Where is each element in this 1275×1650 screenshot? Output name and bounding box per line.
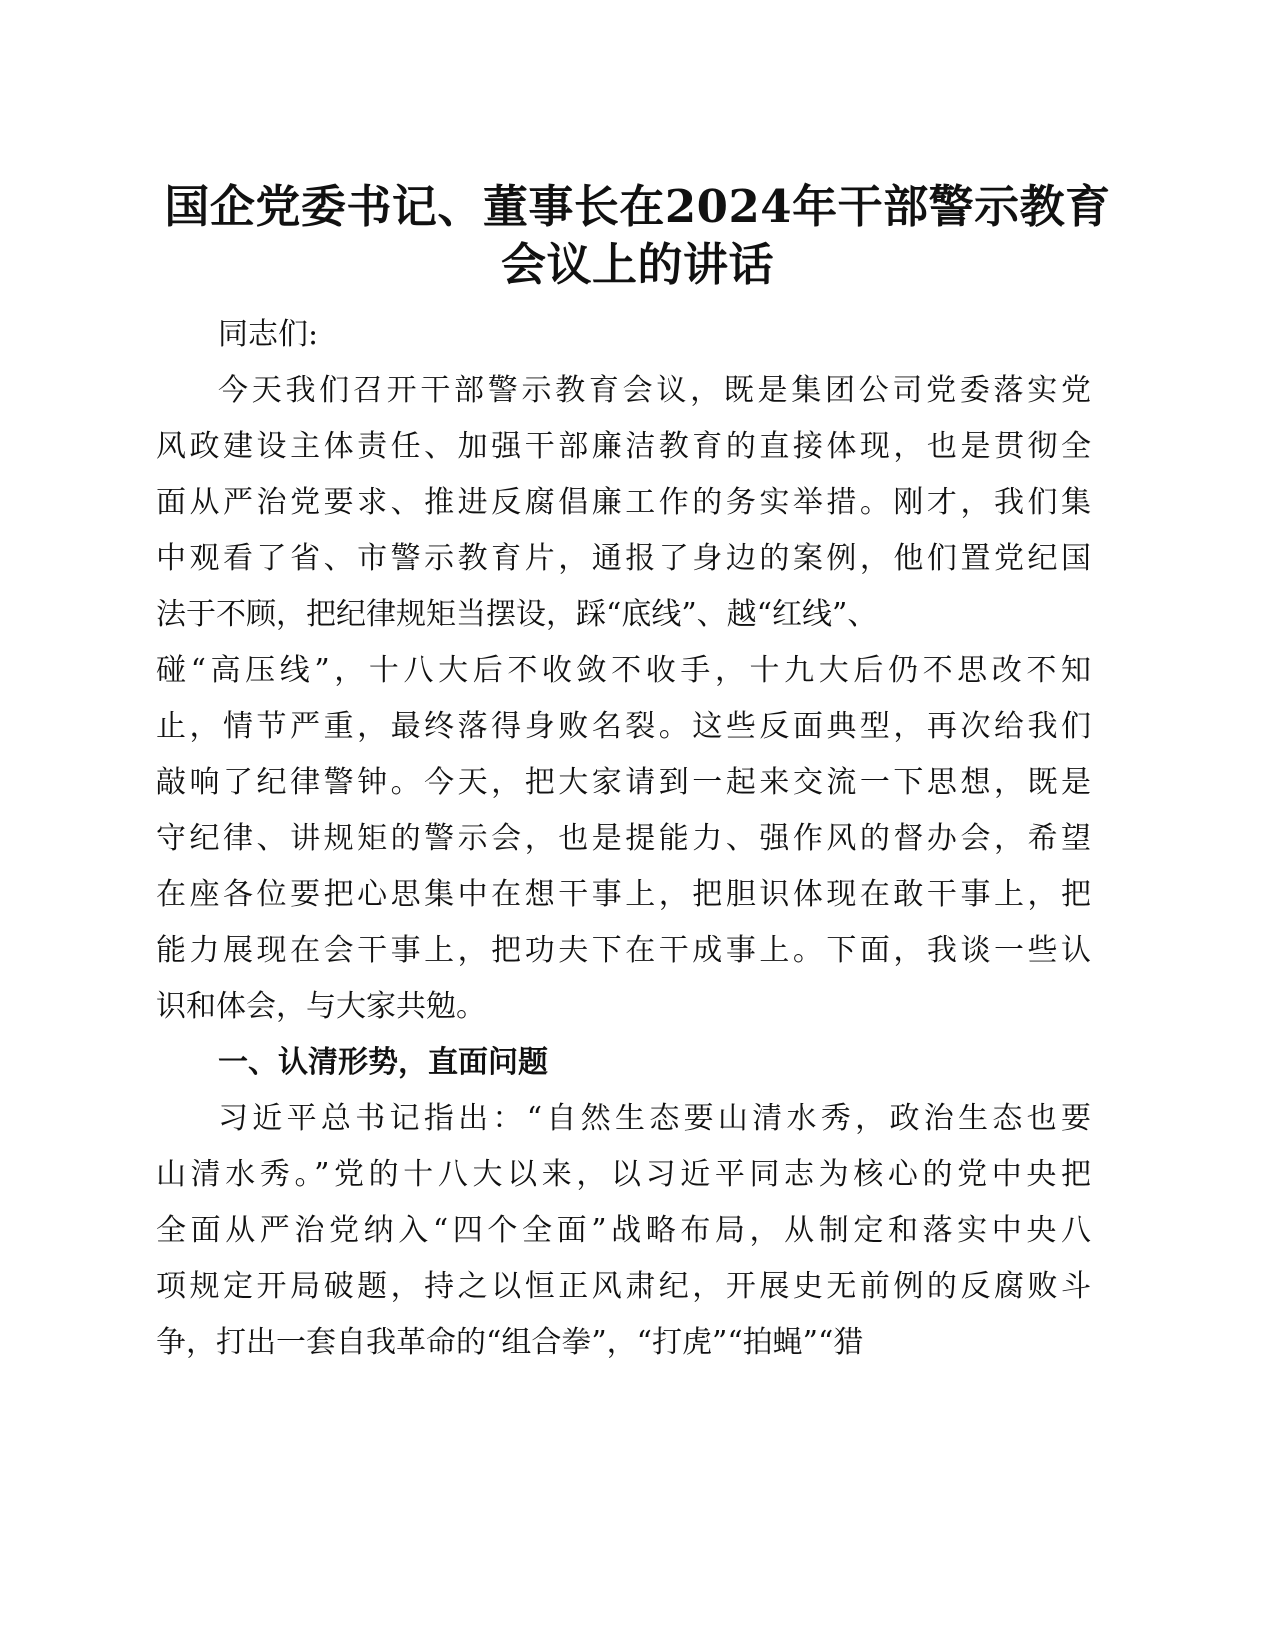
section-heading-1: 一、认清形势，直面问题 (218, 1045, 548, 1080)
paragraph-1-line: 敲响了纪律警钟。今天，把大家请到一起来交流一下思想，既是 (156, 765, 1091, 800)
document-title-line-1: 国企党委书记、董事长在2024年干部警示教育 (164, 180, 1111, 233)
document-title-line-2: 会议上的讲话 (500, 238, 774, 291)
paragraph-2-line: 项规定开局破题，持之以恒正风肃纪，开展史无前例的反腐败斗 (156, 1269, 1091, 1304)
paragraph-1-line: 法于不顾，把纪律规矩当摆设，踩“底线”、越“红线”、 (156, 597, 878, 632)
paragraph-2-line: 全面从严治党纳入“四个全面”战略布局，从制定和落实中央八 (156, 1213, 1091, 1248)
paragraph-1-line: 碰“高压线”，十八大后不收敛不收手，十九大后仍不思改不知 (156, 653, 1091, 688)
paragraph-2-line: 争，打出一套自我革命的“组合拳”，“打虎”“拍蝇”“猎 (156, 1325, 864, 1360)
paragraph-1-line: 识和体会，与大家共勉。 (156, 989, 486, 1024)
salutation: 同志们: (218, 317, 319, 352)
paragraph-1-line: 止，情节严重，最终落得身败名裂。这些反面典型，再次给我们 (156, 709, 1091, 744)
paragraph-1-line: 中观看了省、市警示教育片，通报了身边的案例，他们置党纪国 (156, 541, 1091, 576)
paragraph-1-line: 面从严治党要求、推进反腐倡廉工作的务实举措。刚才，我们集 (156, 485, 1091, 520)
paragraph-2-line: 习近平总书记指出：“自然生态要山清水秀，政治生态也要 (218, 1101, 1091, 1136)
paragraph-1-line: 今天我们召开干部警示教育会议，既是集团公司党委落实党 (218, 373, 1091, 408)
paragraph-1-line: 在座各位要把心思集中在想干事上，把胆识体现在敢干事上，把 (156, 877, 1091, 912)
paragraph-1-line: 风政建设主体责任、加强干部廉洁教育的直接体现，也是贯彻全 (156, 429, 1091, 464)
paragraph-1-line: 守纪律、讲规矩的警示会，也是提能力、强作风的督办会，希望 (156, 821, 1091, 856)
paragraph-1-line: 能力展现在会干事上，把功夫下在干成事上。下面，我谈一些认 (156, 933, 1091, 968)
paragraph-2-line: 山清水秀。”党的十八大以来，以习近平同志为核心的党中央把 (156, 1157, 1091, 1192)
